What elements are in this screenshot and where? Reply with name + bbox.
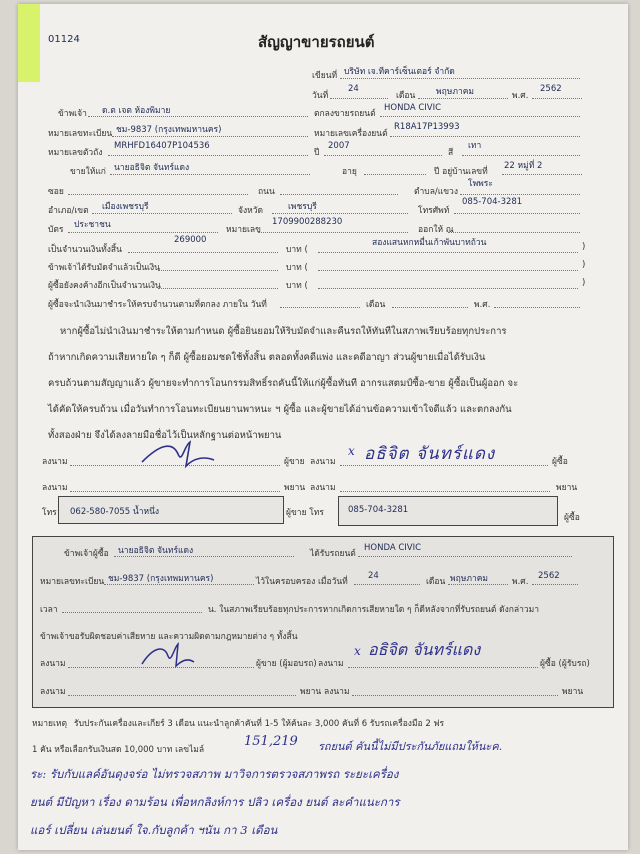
remaining-baht: บาท ( bbox=[286, 281, 308, 291]
card-value: ประชาชน bbox=[74, 220, 111, 230]
road-line bbox=[280, 194, 398, 195]
month-label: เดือน bbox=[396, 91, 416, 101]
note-text: รับประกันเครื่องและเกียร์ 3 เดือน แนะนำลูกค้าคันที่ 1-5 ให้ค้นละ 3,000 คันที่ 6 รับรถเครื่องมือ 2 ฟร bbox=[74, 719, 445, 729]
sign-label-buyer: ลงนาม bbox=[310, 457, 336, 467]
year-model-line bbox=[324, 155, 442, 156]
deposit-baht: บาท ( bbox=[286, 263, 308, 273]
buyer-value: นายอธิจิต จันทร์แดง bbox=[114, 163, 190, 173]
witness-1-line bbox=[70, 491, 280, 492]
witness-role-2: พยาน bbox=[556, 483, 578, 493]
day-value: 24 bbox=[348, 84, 359, 94]
contract-document bbox=[18, 4, 628, 850]
subdistrict-label: ตำบล/แขวง bbox=[414, 187, 458, 197]
engine-label: หมายเลขเครื่องยนต์ bbox=[314, 129, 388, 139]
year-model-label: ปี bbox=[314, 148, 320, 158]
insurance-note: รถยนต์ คันนี้ไม่มีประกันภัยแถมให้นะค. bbox=[318, 740, 503, 753]
soi-label: ซอย bbox=[48, 187, 64, 197]
receipt-sign-label-seller: ลงนาม bbox=[40, 659, 66, 669]
amount-words-line bbox=[318, 252, 578, 253]
tel-label: โทร bbox=[42, 508, 57, 518]
seller-label: ข้าพเจ้า bbox=[58, 109, 87, 119]
color-line bbox=[462, 155, 580, 156]
terms-line-5: ทั้งสองฝ่าย จึงได้ลงลายมือชื่อไว้เป็นหลักฐานต่อหน้าพยาน bbox=[48, 430, 282, 441]
color-value: เทา bbox=[468, 141, 482, 151]
year-value: 2562 bbox=[540, 84, 562, 94]
terms-line-3: ครบถ้วนตามสัญญาแล้ว ผู้ขายจะทำการโอนกรรมสิทธิ์รถคันนี้ให้แก่ผู้ซื้อทันที อากรแสตมป์ซื้อ-ขาย ผู้ซื้อเป็นผู้ออก จะ bbox=[48, 378, 519, 389]
chassis-line bbox=[108, 155, 308, 156]
engine-value: R18A17P13993 bbox=[394, 122, 460, 132]
car-label: ตกลงขายรถยนต์ bbox=[314, 109, 376, 119]
car-line bbox=[380, 116, 580, 117]
phone-line bbox=[454, 213, 580, 214]
receipt-buyer-sign-line bbox=[348, 667, 538, 668]
receipt-witness-1-line bbox=[68, 695, 296, 696]
year-label: พ.ศ. bbox=[512, 91, 529, 101]
amount-line bbox=[128, 252, 278, 253]
receipt-buyer-value: นายอธิจิต จันทร์แดง bbox=[118, 546, 194, 556]
age-line bbox=[364, 174, 426, 175]
deposit-line bbox=[158, 270, 278, 271]
receipt-year: 2562 bbox=[538, 571, 560, 581]
terms-line-4: ได้คัดให้ครบถ้วน เมื่อวันทำการโอนทะเบียนยานพาหนะ ฯ ผู้ซื้อ และผู้ขายได้อ่านข้อความเข้าใจดีแล้ว และตกลงกัน bbox=[48, 404, 512, 415]
receipt-plate-value: ชม-9837 (กรุงเทพมหานคร) bbox=[108, 574, 214, 584]
sign-label-witness-2: ลงนาม bbox=[310, 483, 336, 493]
buyer-role-1: ผู้ซื้อ bbox=[552, 457, 568, 467]
witness-role-1: พยาน bbox=[284, 483, 306, 493]
page-title: สัญญาขายรถยนต์ bbox=[258, 33, 375, 51]
deposit-words-line bbox=[318, 270, 578, 271]
district-label: อำเภอ/เขต bbox=[48, 206, 89, 216]
receipt-received-label: ได้รับรถยนต์ bbox=[310, 549, 356, 559]
seller-phone: 062-580-7055 น้ำหนึ่ง bbox=[70, 507, 160, 517]
receipt-year-label: พ.ศ. bbox=[512, 577, 529, 587]
receipt-time-line bbox=[62, 612, 202, 613]
receipt-buyer-signature: อธิจิต จันทร์แดง bbox=[368, 640, 481, 659]
year-model-value: 2007 bbox=[328, 141, 350, 151]
car-value: HONDA CIVIC bbox=[384, 103, 442, 113]
seller-role-1: ผู้ขาย bbox=[284, 457, 305, 467]
receipt-witness-2-line bbox=[352, 695, 558, 696]
witness-2-line bbox=[340, 491, 550, 492]
pay-by-year-line bbox=[494, 307, 580, 308]
receipt-buyer-role: ผู้ซื้อ (ผู้รับรถ) bbox=[540, 659, 590, 669]
chassis-label: หมายเลขตัวถัง bbox=[48, 148, 103, 158]
buyer-label: ขายให้แก่ bbox=[70, 167, 106, 177]
pay-by-month-line bbox=[392, 307, 468, 308]
pay-by-day-line bbox=[280, 307, 360, 308]
written-at-value: บริษัท เจ.ทีคาร์เซ็นเตอร์ จำกัด bbox=[344, 67, 455, 77]
terms-line-1: หากผู้ซื้อไม่นำเงินมาชำระให้ตามกำหนด ผู้ซื้อยินยอมให้ริบมัดจำและคืนรถให้ทันทีในสภาพเรียบร้อยทุกประการ bbox=[60, 326, 507, 337]
seller-value: ด.ต เจต ห้องพิมาย bbox=[102, 106, 171, 116]
buyer-signature: อธิจิต จันทร์แดง bbox=[364, 444, 496, 464]
id-line bbox=[258, 232, 408, 233]
remaining-close: ) bbox=[582, 278, 586, 288]
receipt-section bbox=[32, 536, 614, 708]
pay-by-label: ผู้ซื้อจะนำเงินมาชำระให้ครบจำนวนตามที่ตกลง ภายใน วันที่ bbox=[48, 300, 267, 310]
receipt-year-line bbox=[532, 584, 578, 585]
province-line bbox=[272, 213, 408, 214]
receipt-day: 24 bbox=[368, 571, 379, 581]
age-label: อายุ bbox=[342, 167, 357, 177]
province-label: จังหวัด bbox=[238, 206, 264, 216]
receipt-car-value: HONDA CIVIC bbox=[364, 543, 422, 553]
written-at-line bbox=[340, 78, 580, 79]
note-line-2: 1 คัน หรือเลือกรับเงินสด 10,000 บาท เลขไมล์ bbox=[32, 745, 205, 755]
buyer-line bbox=[110, 174, 310, 175]
plate-value: ชม-9837 (กรุงเทพมหานคร) bbox=[116, 125, 222, 135]
soi-line bbox=[68, 194, 248, 195]
remaining-line bbox=[158, 288, 278, 289]
district-value: เมืองเพชรบุรี bbox=[102, 202, 149, 212]
card-label: บัตร bbox=[48, 225, 64, 235]
province-value: เพชรบุรี bbox=[288, 202, 317, 212]
remaining-words-line bbox=[318, 288, 578, 289]
sign-label-witness-1: ลงนาม bbox=[42, 483, 68, 493]
receipt-seller-signature bbox=[138, 638, 198, 670]
seller-signature bbox=[138, 436, 218, 470]
receipt-month: พฤษภาคม bbox=[450, 574, 489, 584]
address-line bbox=[502, 174, 582, 175]
month-line bbox=[418, 98, 508, 99]
receipt-plate-label: หมายเลขทะเบียน bbox=[40, 577, 105, 587]
day-line bbox=[330, 98, 388, 99]
district-line bbox=[92, 213, 232, 214]
sign-label-seller: ลงนาม bbox=[42, 457, 68, 467]
amount-close: ) bbox=[582, 242, 586, 252]
handwritten-line-1: ระ: รับกับแลค์อันดุงจร่อ ไม่ทรวจสภาพ มาวิจการตรวจสภาพรถ ระยะเครื่อง bbox=[30, 767, 399, 781]
receipt-time-text: น. ในสภาพเรียบร้อยทุกประการหากเกิดการเสียหายใด ๆ ก็ดีหลังจากที่รับรถยนต์ ดังกล่าวมา bbox=[208, 605, 540, 615]
mileage-value: 151,219 bbox=[244, 734, 298, 749]
color-label: สี bbox=[448, 148, 454, 158]
receipt-time-label: เวลา bbox=[40, 605, 58, 615]
address-label: ปี อยู่บ้านเลขที่ bbox=[434, 167, 488, 177]
receipt-car-line bbox=[358, 556, 572, 557]
handwritten-line-3: แอร์ เปลี่ยน เล่นยนต์ ใจ.กับลูกค้า ฯนัน กา 3 เดือน bbox=[30, 823, 278, 837]
receipt-day-line bbox=[354, 584, 420, 585]
issued-line bbox=[448, 232, 580, 233]
amount-value: 269000 bbox=[174, 235, 207, 245]
subdistrict-line bbox=[460, 194, 580, 195]
written-at-label: เขียนที่ bbox=[312, 71, 338, 81]
subdistrict-value: โพพระ bbox=[468, 179, 493, 189]
receipt-witness-role-1: พยาน bbox=[300, 687, 322, 697]
amount-baht: บาท ( bbox=[286, 245, 308, 255]
buyer-phone: 085-704-3281 bbox=[348, 505, 409, 515]
road-label: ถนน bbox=[258, 187, 275, 197]
note-label: หมายเหตุ bbox=[32, 719, 67, 729]
plate-line bbox=[112, 136, 308, 137]
id-label: หมายเลข bbox=[226, 225, 261, 235]
engine-line bbox=[390, 136, 580, 137]
receipt-sign-label-witness-1: ลงนาม bbox=[40, 687, 66, 697]
receipt-buyer-label: ข้าพเจ้าผู้ซื้อ bbox=[64, 549, 109, 559]
plate-label: หมายเลขทะเบียน bbox=[48, 129, 113, 139]
receipt-possession-label: ไว้ในครอบครอง เมื่อวันที่ bbox=[256, 577, 348, 587]
amount-words: สองแสนหกหมื่นเก้าพันบาทถ้วน bbox=[372, 238, 487, 248]
phone-value: 085-704-3281 bbox=[462, 197, 523, 207]
terms-line-2: ถ้าหากเกิดความเสียหายใด ๆ ก็ดี ผู้ซื้อยอมชดใช้ทั้งสิ้น ตลอดทั้งคดีแพ่ง และคดีอาญา ส่วนผู้ขายเมื่อได้รับเงิน bbox=[48, 352, 486, 363]
receipt-witness-role-2: พยาน bbox=[562, 687, 584, 697]
address-value: 22 หมู่ที่ 2 bbox=[504, 161, 543, 171]
receipt-sign-label-buyer: ลงนาม bbox=[318, 659, 344, 669]
month-value: พฤษภาคม bbox=[436, 87, 475, 97]
buyer-x-mark: x bbox=[348, 444, 355, 458]
chassis-value: MRHFD16407P104536 bbox=[114, 141, 210, 151]
amount-label: เป็นจำนวนเงินทั้งสิ้น bbox=[48, 245, 122, 255]
receipt-sign-label-witness-2: ลงนาม bbox=[324, 687, 350, 697]
remaining-label: ผู้ซื้อยังคงค้างอีกเป็นจำนวนเงิน bbox=[48, 281, 161, 291]
year-line bbox=[532, 98, 582, 99]
sticky-note bbox=[18, 4, 40, 82]
handwritten-line-2: ยนต์ มีปัญหา เรื่อง ดามร้อน เพื่อหกลิงห์การ ปลิว เครื่อง ยนต์ ละคำแนะการ bbox=[30, 795, 400, 809]
receipt-seller-role: ผู้ขาย (ผู้มอบรถ) bbox=[256, 659, 317, 669]
buyer-tel-role: ผู้ซื้อ bbox=[564, 513, 580, 523]
seller-tel-role: ผู้ขาย โทร bbox=[286, 508, 324, 518]
pay-by-year-label: พ.ศ. bbox=[474, 300, 491, 310]
receipt-liability-text: ข้าพเจ้าขอรับผิดชอบค่าเสียหาย และความผิดตามกฎหมายต่าง ๆ ทั้งสิ้น bbox=[40, 632, 298, 642]
pay-by-month-label: เดือน bbox=[366, 300, 386, 310]
deposit-close: ) bbox=[582, 260, 586, 270]
card-line bbox=[68, 232, 218, 233]
issued-label: ออกให้ ณ bbox=[418, 225, 454, 235]
document-number: 01124 bbox=[48, 34, 80, 45]
receipt-month-label: เดือน bbox=[426, 577, 446, 587]
deposit-label: ข้าพเจ้าได้รับมัดจำแล้วเป็นเงิน bbox=[48, 263, 160, 273]
day-label: วันที่ bbox=[312, 91, 329, 101]
id-value: 1709900288230 bbox=[272, 217, 343, 227]
phone-label: โทรศัพท์ bbox=[418, 206, 450, 216]
receipt-buyer-x-mark: x bbox=[354, 644, 361, 658]
